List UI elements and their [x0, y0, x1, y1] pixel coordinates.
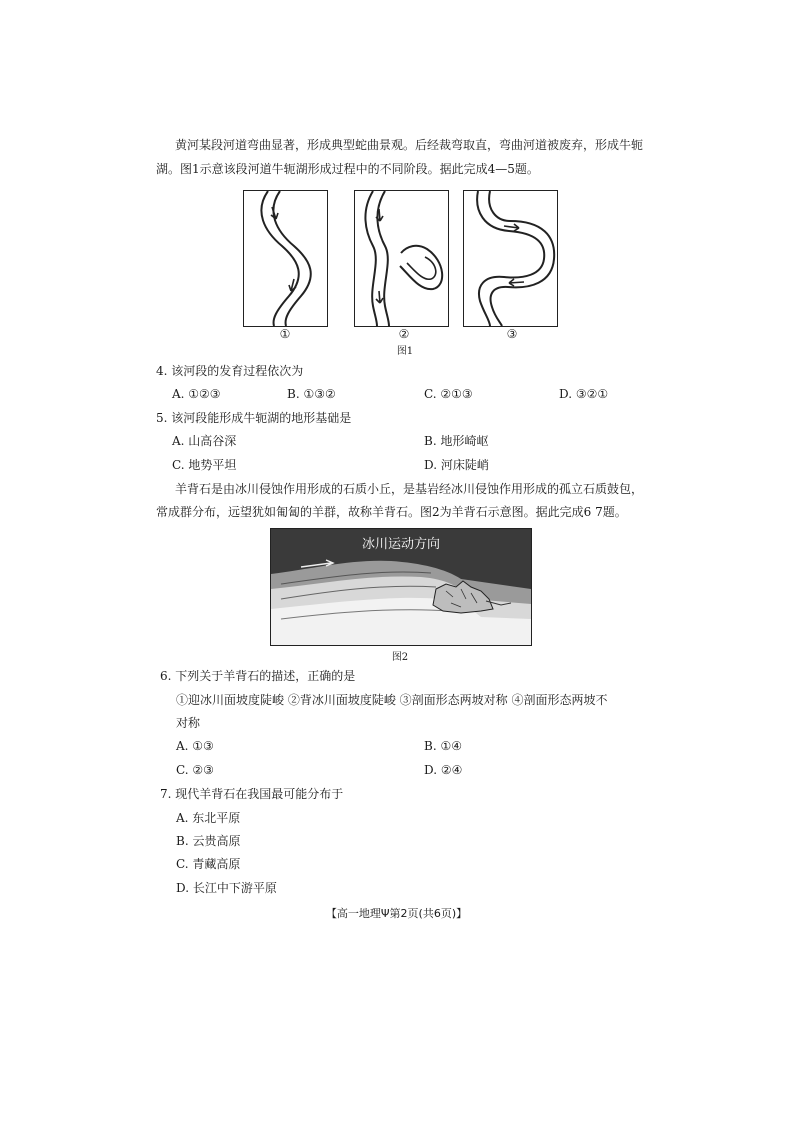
- q5-option-d: D. 河床陡峭: [424, 458, 489, 472]
- intro-2-line-1: 羊背石是由冰川侵蚀作用形成的石质小丘，是基岩经冰川侵蚀作用形成的孤立石质鼓包，: [175, 482, 644, 496]
- figure-2-caption: 图2: [391, 652, 409, 663]
- q6-option-d: D. ②④: [424, 763, 463, 777]
- q4-option-c: C. ②①③: [424, 387, 473, 401]
- figure-1-label-2: ②: [398, 327, 410, 341]
- q7-option-a: A. 东北平原: [176, 811, 241, 825]
- q7-option-b: B. 云贵高原: [176, 834, 241, 848]
- q6-statements-line-1: ①迎冰川面坡度陡峻 ②背冰川面坡度陡峻 ③剖面形态两坡对称 ④剖面形态两坡不: [176, 693, 608, 707]
- q4-option-d: D. ③②①: [559, 387, 609, 401]
- q7-stem: 7. 现代羊背石在我国最可能分布于: [160, 787, 344, 801]
- intro-1-line-2: 湖。图1示意该段河道牛轭湖形成过程中的不同阶段。据此完成4—5题。: [156, 162, 539, 176]
- q7-option-d: D. 长江中下游平原: [176, 881, 277, 895]
- figure-1-panel-2: [354, 190, 449, 327]
- glacier-direction-label: 冰川运动方向: [361, 537, 440, 552]
- q4-stem: 4. 该河段的发育过程依次为: [156, 364, 304, 378]
- river-stage-3-drawing: [464, 191, 557, 326]
- q5-option-a: A. 山高谷深: [172, 434, 237, 448]
- figure-1-label-3: ③: [506, 327, 518, 341]
- q6-statements-line-2: 对称: [176, 716, 201, 730]
- q6-option-c: C. ②③: [176, 763, 214, 777]
- q6-stem: 6. 下列关于羊背石的描述，正确的是: [160, 669, 356, 683]
- intro-1-line-1: 黄河某段河道弯曲显著，形成典型蛇曲景观。后经裁弯取直，弯曲河道被废弃，形成牛轭: [175, 138, 644, 152]
- figure-1-label-1: ①: [279, 327, 291, 341]
- q6-option-a: A. ①③: [176, 739, 214, 753]
- figure-1-panel-3: [463, 190, 558, 327]
- figure-1-caption: 图1: [396, 346, 414, 357]
- q5-stem: 5. 该河段能形成牛轭湖的地形基础是: [156, 411, 352, 425]
- figure-1-panel-1: [243, 190, 328, 327]
- q4-option-b: B. ①③②: [287, 387, 336, 401]
- figure-2: [270, 528, 532, 646]
- q5-option-c: C. 地势平坦: [172, 458, 237, 472]
- river-stage-2-drawing: [355, 191, 448, 326]
- river-stage-1-drawing: [244, 191, 327, 326]
- page-footer: 【高一地理Ψ第2页(共6页)】: [325, 907, 468, 920]
- q6-option-b: B. ①④: [424, 739, 462, 753]
- q7-option-c: C. 青藏高原: [176, 857, 241, 871]
- q4-option-a: A. ①②③: [172, 387, 221, 401]
- intro-2-line-2: 常成群分布，远望犹如匍匐的羊群，故称羊背石。图2为羊背石示意图。据此完成6 7题。: [156, 505, 627, 519]
- q5-option-b: B. 地形崎岖: [424, 434, 489, 448]
